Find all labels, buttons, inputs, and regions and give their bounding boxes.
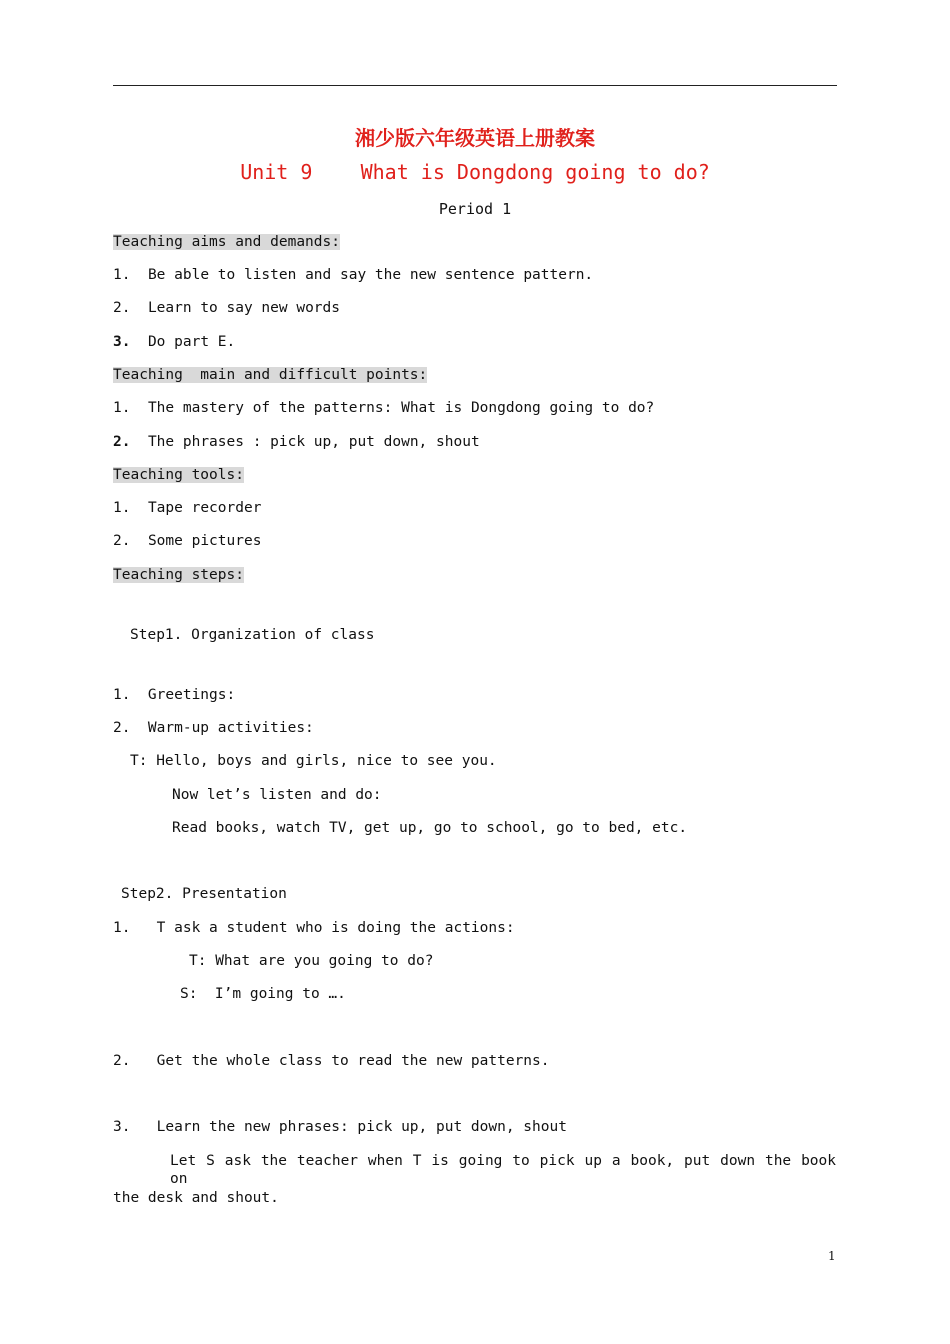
points-item-1: 1. The mastery of the patterns: What is Dongdong going to do?	[113, 400, 655, 416]
step2-item-2: 2. Get the whole class to read the new patterns.	[113, 1053, 550, 1069]
document-title-chinese: 湘少版六年级英语上册教案	[355, 126, 595, 150]
step1-read-line: Read books, watch TV, get up, go to school, go to bed, etc.	[172, 820, 688, 836]
step2-let-line: Let S ask the teacher when T is going to pick up a book, put down the book on	[170, 1153, 836, 1187]
step1-title: Step1. Organization of class	[130, 627, 375, 643]
page-number: 1	[828, 1249, 836, 1263]
step1-teacher-line: T: Hello, boys and girls, nice to see you.	[130, 753, 497, 769]
tools-item-2: 2. Some pictures	[113, 533, 262, 549]
step1-item-2: 2. Warm-up activities:	[113, 720, 314, 736]
period-label: Period 1	[438, 200, 512, 218]
tools-item-1: 1. Tape recorder	[113, 500, 262, 516]
step2-title: Step2. Presentation	[121, 886, 287, 902]
header-rule	[113, 85, 837, 86]
step2-item-3: 3. Learn the new phrases: pick up, put down, shout	[113, 1119, 567, 1135]
steps-heading: Teaching steps:	[113, 567, 244, 583]
document-title-unit: Unit 9 What is Dongdong going to do?	[240, 160, 710, 184]
step2-teacher-line: T: What are you going to do?	[189, 953, 434, 969]
step2-item-1: 1. T ask a student who is doing the actions:	[113, 920, 515, 936]
points-item-2: 2. The phrases : pick up, put down, shout	[113, 434, 480, 450]
aims-heading: Teaching aims and demands:	[113, 234, 340, 250]
step2-desk-line: the desk and shout.	[113, 1190, 279, 1206]
step2-student-line: S: I’m going to ….	[180, 986, 346, 1002]
aims-item-1: 1. Be able to listen and say the new sentence pattern.	[113, 267, 594, 283]
step1-item-1: 1. Greetings:	[113, 687, 236, 703]
aims-item-2: 2. Learn to say new words	[113, 300, 340, 316]
step1-now-line: Now let’s listen and do:	[172, 787, 382, 803]
aims-item-3: 3. Do part E.	[113, 334, 236, 350]
tools-heading: Teaching tools:	[113, 467, 244, 483]
points-heading: Teaching main and difficult points:	[113, 367, 428, 383]
